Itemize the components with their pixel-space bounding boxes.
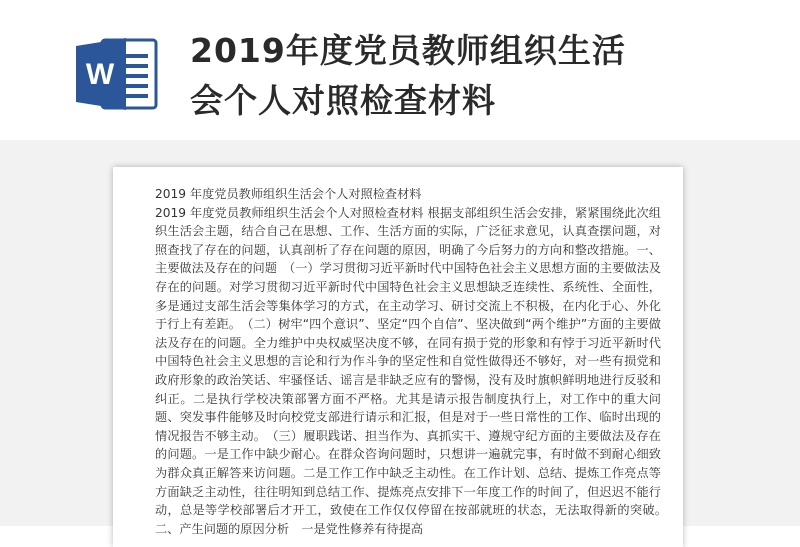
- page-title: [190, 26, 626, 126]
- page-title-line-2: 会个人对照检查材料: [190, 81, 496, 120]
- word-icon-letter: W: [85, 58, 115, 91]
- page-title-line-1: 2019年度党员教师组织生活: [190, 31, 626, 70]
- document-heading: 2019 年度党员教师组织生活会个人对照检查材料: [155, 187, 422, 201]
- document-body: 2019 年度党员教师组织生活会个人对照检查材料 根据支部组织生活会安排，紧紧围绕此次组织生活会主题，结合自己在思想、工作、生活方面的实际，广泛征求意见，认真查摆问题，对照查找了存在的问题，认真剖析了存在问题的原因，明确了今后努力的方向和整改措施。一、主要做法及存在的问题 （一）学习贯彻习近平新时代中国特色社会主义思想方面的主要做法及存在的问题。对学习贯彻习近平新时代中国特色社会主义思想缺乏连续性、系统性、全面性，多是通过支部生活会等集体学习的方式，在主动学习、研讨交流上不积极，在内化于心、外化于行上有差距。 （二）树牢“四个意识”、坚定“四个自信”、坚决做到“两个维护”方面的主要做法及存在的问题。全力维护中央权威坚决度不够，在同有损于党的形象和有悖于习近平新时代中国特色社会主义思想的言论和行为作斗争的坚定性和自觉性做得还不够好，对一些有损党和政府形象的政治笑话、牢骚怪话、谣言是非缺乏应有的警惕，没有及时旗帜鲜明地进行反驳和纠正。二是执行学校决策部署方面不严格。尤其是请示报告制度执行上，对工作中的重大问题、突发事件能够及时向校党支部进行请示和汇报，但是对于一些日常性的工作、临时出现的情况报告不够主动。 （三）履职践诺、担当作为、真抓实干、遵规守纪方面的主要做法及存在的问题。一是工作中缺少耐心。在群众咨询问题时，只想讲一遍就完事，有时做不到耐心细致为群众真正解答来访问题。二是工作工作中缺乏主动性。在工作计划、总结、提炼工作亮点等方面缺乏主动性，往往明知到总结工作、提炼亮点安排下一年度工作的时间了，但迟迟不能行动，总是等学校部署后才开工，致使在工作仅仅停留在按部就班的状态，无法取得新的突破。 二、产生问题的原因分析 一是党性修养有待提高: [155, 205, 674, 536]
- header-banner: [0, 0, 800, 140]
- document-page: [113, 167, 683, 547]
- word-document-icon: [76, 36, 160, 112]
- document-text: [155, 185, 674, 538]
